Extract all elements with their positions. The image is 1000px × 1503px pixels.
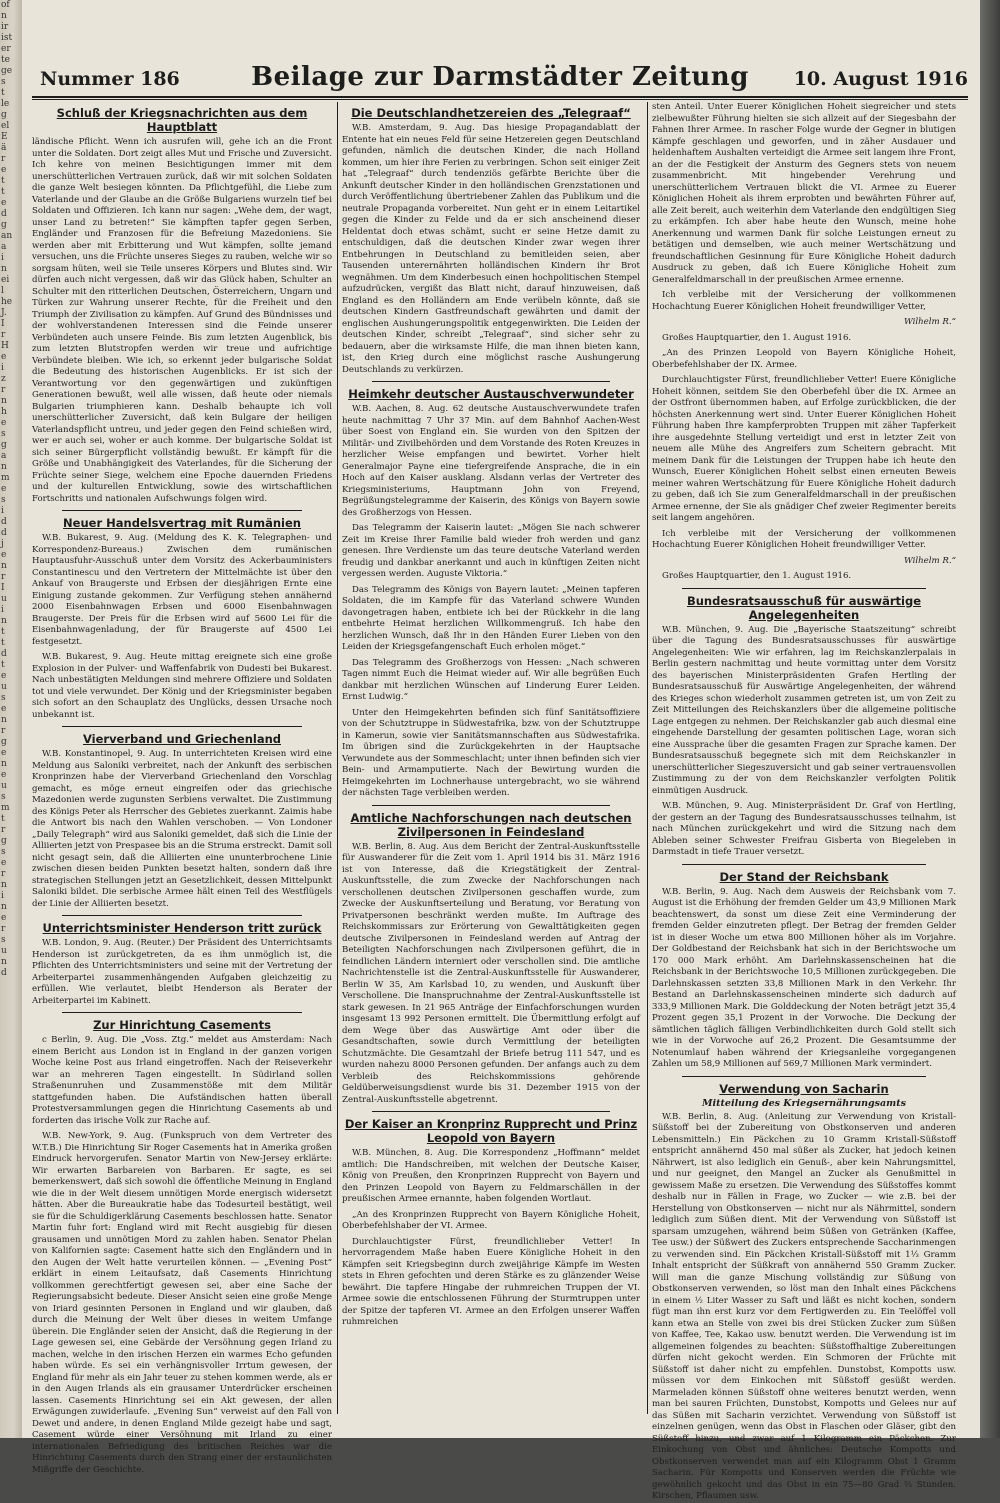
book-edge — [980, 0, 1000, 1438]
adjacent-page-text-fragment: n — [1, 759, 7, 769]
adjacent-page-text-fragment: u — [1, 682, 7, 692]
adjacent-page-text-fragment: n — [1, 880, 7, 890]
article-text: W.B. Amsterdam, 9. Aug. Das hiesige Propagandablatt der Entente hat ein neues Feld für seine Hetzereien gegen Deutschland gefunden, nämlich die deutschen Kinder, die nach Holland kommen, um hier ihre Ferien zu verbringen. Schon seit einiger Zeit hat „Telegraaf“ durch tendenziös gefärbte Berichte über die Ankunft deutscher Kinder in den holländischen Grenzstationen und durch Veröffentlichung übertriebener Zahlen das Publikum und die neutrale Propaganda vorbereitet. Nun geht er in einem Leitartikel gegen die Kinder zu Felde und da er sich anscheinend dieser Heldentat doch etwas schämt, sucht er seine Hetze damit zu entschuldigen, daß die deutschen Kinder zwar wegen ihrer Entbehrungen in Deutschland zu bemitleiden seien, aber Tausenden unterernährten holländischen Kindern ihr Brot wegnähmen. Um dem Kinderbesuch einen hochpolitischen Stempel aufzudrücken, vergißt das Blatt nicht, darauf hinzuweisen, daß England es den Holländern am Ende verübeln könnte, daß sie deutschen Kindern Gastfreundschaft gewährten und damit der englischen Aushungerungspolitik entgegenwirkten. Die Leiden der deutschen Kinder, schreibt „Telegraaf“, sind sicher sehr zu bedauern, aber die wirksamste Hilfe, die man ihnen bieten kann, ist, den Krieg durch eine möglichst rasche Aushungerung Deutschlands zu verkürzen. — [342, 123, 640, 375]
adjacent-page-text-fragment: I — [1, 319, 5, 329]
adjacent-page-text-fragment: ä — [1, 143, 7, 153]
adjacent-page-text-fragment: n — [1, 616, 7, 626]
adjacent-page-text-fragment: e — [1, 858, 7, 868]
adjacent-page-text-fragment: i — [1, 253, 4, 263]
adjacent-page-text-fragment: e — [1, 671, 7, 681]
adjacent-page-text-fragment: d — [1, 517, 7, 527]
adjacent-page-text-fragment: s — [1, 792, 6, 802]
article-divider — [372, 805, 610, 806]
adjacent-page-text-fragment: u — [1, 594, 7, 604]
article-divider — [682, 864, 926, 865]
adjacent-page-text-fragment: s — [1, 847, 6, 857]
adjacent-page-text-fragment: u — [1, 946, 7, 956]
adjacent-page-text-fragment: el — [1, 121, 10, 131]
adjacent-page-text-fragment: t — [1, 814, 5, 824]
column-rule — [647, 102, 648, 1414]
article-text: W.B. München, 9. Aug. Die „Bayerische Staatszeitung“ schreibt über die Tagung des Bundesratsausschusses für auswärtige Angelegenheiten: Wie wir erfahren, lag im Reichskanzlerpalais in Berlin gestern nachmittag und heute vormittag unter dem Vorsitz des bayerischen Ministerpräsidenten Grafen Hertling der Bundesratsausschuß für Auswärtige Angelegenheiten, der während des Krieges schon wiederholt zusammen getreten ist, um von Zeit zu Zeit Mitteilungen des Reichskanzlers über die allgemeine politische Lage entgegen zu nehmen. Der Reichskanzler gab auch diesmal eine eingehende Darstellung der gesamten politischen Lage, woran sich eine Aussprache über die gesamten Fragen zur Sprache kamen. Der Bundesratsausschuß begegnete sich mit dem Reichskanzler in unerschütterlicher Siegeszuversicht und gab seiner vertrauensvollen Zustimmung zu der von dem Reichskanzler verfolgten Politik einmütigen Ausdruck. — [652, 624, 956, 796]
adjacent-page-text-fragment: d — [1, 968, 7, 978]
article-heading: Der Kaiser an Kronprinz Rupprecht und Prinz Leopold von Bayern — [344, 1117, 638, 1145]
adjacent-page-text-fragment: r — [1, 924, 6, 934]
adjacent-page-text-fragment: I — [1, 583, 5, 593]
adjacent-page-text-fragment: s — [1, 429, 6, 439]
adjacent-page-text-fragment: i — [1, 506, 4, 516]
adjacent-page-text-fragment: t — [1, 176, 5, 186]
issue-date: 10. August 1916 — [793, 68, 968, 90]
adjacent-page-text-fragment: r — [1, 572, 6, 582]
article-heading: Der Stand der Reichsbank — [719, 869, 889, 884]
adjacent-page-text-fragment: n — [1, 264, 7, 274]
article-text: Ich verbleibe mit der Versicherung der vollkommenen Hochachtung Euerer Königlichen Hoheit freundwilliger Vetter. — [652, 528, 956, 550]
adjacent-page-text-fragment: e — [1, 748, 7, 758]
article-text: Das Telegramm des Großherzogs von Hessen: „Nach schweren Tagen nimmt Euch die Heimat wieder auf. Wir alle begrüßen Euch dankbar mit herzlichen Wünschen auf Linderung Eurer Leiden. Ernst Ludwig.“ — [342, 657, 640, 702]
article-text: W.B. München, 9. Aug. Ministerpräsident Dr. Graf von Hertling, der gestern an der Tagung des Bundesratsausschusses teilnahm, ist nach München zurückgekehrt und wird die Sitzung nach dem Ableben seiner Schwester Freifrau Gisberta von Biegeleben in Darmstadt in tiefe Trauer versetzt. — [652, 801, 956, 857]
adjacent-page-text-fragment: e — [1, 484, 7, 494]
article-divider — [62, 726, 302, 727]
adjacent-page-text-fragment: r — [1, 869, 6, 879]
adjacent-page-text-fragment: s — [1, 77, 6, 87]
article-text: ländische Pflicht. Wenn ich ausrufen will, gehe ich an die Front unter die Soldaten. Dort zeigt alles Mut und Frische und Zuversicht. Ich kehre von meinen Besichtigungen immer mit dem unerschütterlichen Vertrauen zurück, daß wir mit solchen Soldaten die ganze Welt besiegen könnten. Da Pflichtgefühl, die Liebe zum Vaterlande und der Glaube an die Größe Bulgariens wurzeln tief bei Soldaten und Offizieren. Ich kann nur sagen: „Wehe dem, der wagt, unser Land zu betreten!“ Sie kämpften tapfer gegen Serben, Engländer und Franzosen für die Befreiung Mazedoniens. Sie werden aber mit Erbitterung und Wut kämpfen, sollte jemand versuchen, uns die Früchte unseres Sieges zu rauben, welche wir so sorgsam hüten, weil sie Teile unseres Körpers und Blutes sind. Wir dürfen auch nicht vergessen, daß wir das Glück haben, Schulter an Schulter mit den ritterlichen Deutschen, Österreichern, Ungarn und Türken zur Wahrung unserer Rechte, für die Freiheit und den Triumph der Zivilisation zu kämpfen. Auf Grund des Bündnisses und der wohlverstandenen Interessen sind die Feinde unserer Verbündeten auch unsere Feinde. Bis zum letzten Augenblick, bis zum letzten Blutstropfen werden wir treue und aufrichtige Verbündete bleiben. Wie ich, so erkennt jeder bulgarische Soldat die Bedeutung des historischen Augenblicks. Er ist sich der Verantwortung vor den gegenwärtigen und zukünftigen Generationen bewußt, weil alle wissen, daß heute oder niemals Bulgarien triumphieren kann. Deshalb behaupte ich voll unerschütterlicher Zuversicht, daß kein Bulgare der heiligen Vaterlandspflicht untreu, und jeder gegen den Feind schießen wird, wer er auch sei, woher er auch komme. Der bulgarische Soldat ist sich seiner Bürgerpflicht vollständig bewußt. Er kämpft für die Größe und Unabhängigkeit des Vaterlandes, für die Sicherung der Früchte seiner Siege, welchem eine Epoche dauernden Friedens und der kulturellen Entwicklung, sowie des wirtschaftlichen Fortschritts und nationalen Aufschwungs folgen wird. — [32, 137, 332, 504]
article-text: „An des Prinzen Leopold von Bayern Königliche Hoheit, Oberbefehlshaber der IX. Armee. — [652, 348, 956, 370]
adjacent-page-text-fragment: e — [1, 550, 7, 560]
article-heading: Amtliche Nachforschungen nach deutschen Zivilpersonen in Feindesland — [350, 810, 632, 839]
adjacent-page-text-fragment: an — [1, 231, 13, 241]
article-text: W.B. Konstantinopel, 9. Aug. In unterrichteten Kreisen wird eine Meldung aus Saloniki verbreitet, nach der Ankunft des serbischen Kronprinzen habe der Vierverband Griechenland den Vorschlag gemacht, es möge erneut eingreifen oder das griechische Mazedonien werde zugunsten Serbiens verwaltet. Die Zustimmung des Königs Peter als Herrscher des Gebietes zuerkannt. Zaimis habe die Antwort bis nach den Wahlen verschoben. — Von Londoner „Daily Telegraph“ wird aus Saloniki gemeldet, daß sich die Linie der Alliierten jetzt von Prespasee bis an die Struma erstreckt. Damit soll nicht gesagt sein, daß die Alliierten eine ununterbrochene Linie zwischen diesen beiden Punkten besetzt halten, sondern daß ihre strategischen Stellungen jetzt an Gesetzlichkeit, dessen Mittelpunkt Saloniki bildet. Die serbische Armee hält einen Teil des Westflügels der Linie der Alliierten besetzt. — [32, 749, 332, 909]
adjacent-page-text-fragment: ei — [1, 275, 10, 285]
article-text: W.B. Berlin, 9. Aug. Nach dem Ausweis der Reichsbank vom 7. August ist die Erhöhung der fremden Gelder um 43,9 Millionen Mark beachtenswert, da sonst um diese Zeit eine Verminderung der fremden Gelder einzutreten pflegt. Der Betrag der fremden Gelder ist in dieser Woche um etwa 800 Millionen höher als im Vorjahre. Der Goldbestand der Reichsbank hat sich in der Berichtswoche um 170 000 Mark erhöht. Am Darlehnskassenscheinen hat die Reichsbank in der Berichtswoche 10,5 Millionen zurückgegeben. Die Darlehnskassen setzten 33,8 Millionen Mark in den Verkehr. Ihr Bestand an Darlehnskassenscheinen minderte sich dadurch auf 333,9 Millionen Mark. Die Golddeckung der Noten beträgt jetzt 35,4 Prozent gegen 35,1 Prozent in der Vorwoche. Die Deckung der sämtlichen täglich fälligen Verbindlichkeiten durch Gold stellt sich wie in der Vorwoche auf 26,2 Prozent. Die Gesamtsumme der Notenumlauf haben während der Kriegsanleihe vorgegangenen Zahlen um 58,9 Millionen auf 569,7 Millionen Mark vermindert. — [652, 886, 956, 1069]
adjacent-page-text-fragment: s — [1, 693, 6, 703]
masthead-rule — [32, 96, 968, 98]
adjacent-page-text-fragment: e — [1, 418, 7, 428]
column-3 — [652, 102, 956, 1501]
adjacent-page-text-fragment: s — [1, 935, 6, 945]
article-heading: Schluß der Kriegsnachrichten aus dem Hauptblatt — [56, 106, 308, 134]
adjacent-page-text-fragment: e — [1, 704, 7, 714]
adjacent-page-text-fragment: g — [1, 737, 7, 747]
masthead-rule-thin — [32, 99, 968, 100]
adjacent-page-text-fragment: g — [1, 440, 7, 450]
adjacent-page-text-fragment: n — [1, 957, 7, 967]
article-divider — [682, 1076, 926, 1077]
article-heading: Die Deutschlandhetzereien des „Telegraaf“ — [351, 106, 631, 120]
adjacent-page-text-fragment: d — [1, 528, 7, 538]
adjacent-page-text-fragment: l — [1, 286, 4, 296]
article-heading: Zur Hinrichtung Casements — [93, 1018, 271, 1032]
adjacent-page-text-fragment: s — [1, 495, 6, 505]
article-heading: Heimkehr deutscher Austauschverwundeter — [348, 387, 634, 401]
article-heading: Neuer Handelsvertrag mit Rumänien — [63, 516, 301, 530]
adjacent-page-text-fragment: r — [1, 385, 6, 395]
adjacent-page-text-fragment: t — [1, 627, 5, 637]
article-text: Das Telegramm der Kaiserin lautet: „Mögen Sie nach schwerer Zeit im Kreise Ihrer Familie bald wieder froh werden und ganz genesen. Ihre Verdienste um das teure deutsche Vaterland werden freudig und dankbar anerkannt und auch in künftigen Zeiten nicht vergessen werden. Auguste Viktoria.“ — [342, 523, 640, 579]
adjacent-page-text-fragment: z — [1, 374, 6, 384]
adjacent-page-text-fragment: r — [1, 726, 6, 736]
adjacent-page-text-fragment: i — [1, 363, 4, 373]
adjacent-page-text-fragment: u — [1, 781, 7, 791]
article-divider — [62, 1012, 302, 1013]
issue-number: Nummer 186 — [40, 68, 180, 90]
column-rule — [337, 102, 338, 1414]
adjacent-page-text-fragment: t — [1, 660, 5, 670]
column-2 — [342, 102, 640, 1418]
adjacent-page-text-fragment: n — [1, 462, 7, 472]
article-text: W.B. München, 8. Aug. Die Korrespondenz „Hoffmann“ meldet amtlich: Die Handschreiben, mit welchen der Deutsche Kaiser, König von Preußen, den Kronprinzen Rupprecht von Bayern und den Prinzen Leopold von Bayern zu Feldmarschällen in der preußischen Armee ernannte, haben folgenden Wortlaut. — [342, 1148, 640, 1204]
adjacent-page-text-fragment: J. — [1, 308, 7, 318]
article-text: W.B. Aachen, 8. Aug. 62 deutsche Austauschverwundete trafen heute nachmittag 7 Uhr 37 Min. auf dem Bahnhof Aachen-West über Soest von England ein. Sie wurden von den Spitzen der Militär- und Zivilbehörden und dem Vorstande des Roten Kreuzes in herzlicher Weise empfangen und bewirtet. Vorher hielt Generalmajor Payne eine tiefergreifende Ansprache, die in ein Hoch auf den Kaiser ausklang. Alsdann verlas der Vertreter des Kriegsministeriums, Hauptmann John von Freyend, Begrüßungstelegramme der Kaiserin, des Königs von Bayern sowie des Großherzogs von Hessen. — [342, 404, 640, 518]
dateline: Großes Hauptquartier, den 1. August 1916. — [662, 571, 852, 581]
article-text: Das Telegramm des Königs von Bayern lautet: „Meinen tapferen Soldaten, die im Kampfe für das Vaterland schwere Wunden davongetragen haben, entbiete ich bei der Rückkehr in die lang entbehrte Heimat herzlichen Willkommengruß. Ich habe den herzlichen Wunsch, daß Ihr in den Händen Eurer Lieben von den Leiden der Kriegsgefangenschaft Euch erholen möget.“ — [342, 584, 640, 652]
article-text: sten Anteil. Unter Euerer Königlichen Hoheit siegreicher und stets zielbewußter Führung hielten sie sich allzeit auf der Siegesbahn der Fahnen Ihrer Armee. In rascher Folge wurde der Gegner in blutigen Kämpfe geschlagen und geworfen, und in zäher Ausdauer und heldenhaftem Aushalten verteidigt die Armee seit langem ihre Front, an der die Festigkeit der Ansturm des Gegners stets von neuem zusammenbricht. Mit hingebender Verehrung und unerschütterlichem Vertrauen blickt die VI. Armee zu Euerer Königlichen Hoheit als ihrem erprobten und bewährten Führer auf, alle Zeit bereit, auch weiterhin dem Vaterlande den endgültigen Sieg zu erkämpfen. Ich aber habe heute den Wunsch, meine hohe Anerkennung und warmen Dank für solche Leistungen erneut zu betätigen und demselben, wie auch meiner Wertschätzung und freundschaftlichen Gesinnung für Eure Königliche Hoheit dadurch Ausdruck zu geben, daß ich Euere Königliche Hoheit zum Generalfeldmarschall in der preußischen Armee ernenne. — [652, 102, 956, 285]
masthead — [32, 62, 968, 96]
adjacent-page-text-fragment: a — [1, 451, 7, 461]
adjacent-page-text-fragment: r — [1, 330, 6, 340]
adjacent-page-text-fragment: n — [1, 11, 7, 21]
adjacent-page-text-fragment: m — [1, 803, 10, 813]
signature: Wilhelm R.“ — [903, 317, 956, 327]
article-heading: Vierverband und Griechenland — [82, 732, 282, 746]
newspaper-title: Beilage zur Darmstädter Zeitung — [251, 62, 749, 92]
adjacent-page-text-fragment: e — [1, 198, 7, 208]
article-text: W.B. Berlin, 8. Aug. (Anleitung zur Verwendung von Kristall-Süßstoff bei der Zubereitung von Obstkonserven und anderen Lebensmitteln.) Ein Päckchen zu 10 Gramm Kristall-Süßstoff entspricht annähernd 450 mal süßer als Zucker, hat jedoch keinen Nährwert, ist also lediglich ein Genuß-, aber kein Nahrungsmittel, und nur geeignet, den Mangel an Zucker als Genußmittel in gewissem Maße zu ersetzen. Die Verwendung des Süßstoffes kommt deshalb nur in Fällen in Frage, wo Zucker — wie z.B. bei der Herstellung von Obstkonserven — nicht nur als Nährmittel, sondern lediglich zum Süßen dient. Mit der Verwendung von Süßstoff ist sparsam umzugehen, während beim Süßen von Getränken (Kaffee, Tee usw.) der Süßwert des Zuckers entsprechende Saccharinmengen zu verwenden sind. Ein Päckchen Kristall-Süßstoff mit 1⅓ Gramm Inhalt entspricht der Süßkraft von annähernd 550 Gramm Zucker. Will man die ganze Mischung vollständig zur Süßung von Obstkonserven verwenden, so löst man den Inhalt eines Päckchens in einem ½ Liter Wasser zu Saft und läßt es nicht kochen, sondern fügt man ihn erst kurz vor dem Fertigwerden zu. Ein Teelöffel voll kann etwa an Stelle von zwei bis drei Stücken Zucker zum Süßen von Kaffee, Tee, Kakao usw. benutzt werden. Die Verwendung ist im allgemeinen folgendes zu beachten: Süßstoffhaltige Zubereitungen dürfen nicht gekocht werden. Ein Schmoren der Früchte mit Süßstoff ist daher nicht zu empfehlen. Dunstobst, Kompotts usw. müssen vor dem Einkochen mit Süßstoff gesüßt werden. Marmeladen können Süßstoff ohne weiteres benutzt werden, wenn man bei sauren Früchten, Dunstobst, Kompotts und Gelees nur auf das Süßen mit Sacharin verzichtet. Verwendung von Süßstoff ist einzelnen genügen, wenn das Obst in Flaschen oder Gläser, gibt den Süßstoff hinzu, und zwar auf 1 Kilogramm ein Päckchen. Zur Einkochung von Obst und ähnliches: Deutsche Kompotts und Obstkonserven verwendet man auf ein Kilogramm Obst 1 Gramm Sacharin. Für Kompotts und Konserven werden die Früchte wie gewöhnlich gekocht und das Obst in ein 75—80 Grad ⅔ Stunden. Kirschen, Pflaumen usw. — [652, 1111, 956, 1501]
adjacent-page-text-fragment: g — [1, 110, 7, 120]
adjacent-page-text-fragment: e — [1, 913, 7, 923]
dateline: Großes Hauptquartier, den 1. August 1916. — [662, 332, 852, 343]
article-text: W.B. Bukarest, 9. Aug. Heute mittag ereignete sich eine große Explosion in der Pulver- und Waffenfabrik von Dudesti bei Bukarest. Nach unbestätigten Meldungen sind mehrere Offiziere und Soldaten tot und viele verwundet. Der König und der Kriegsminister begaben sich sofort an den Schauplatz des Unglücks, dessen Ursache noch unbekannt ist. — [32, 652, 332, 720]
adjacent-page-text-fragment: ir — [1, 22, 9, 32]
adjacent-page-text-fragment: r — [1, 154, 6, 164]
article-heading: Bundesratsausschuß für auswärtige Angelegenheiten — [686, 593, 922, 622]
adjacent-page-text-fragment: he — [1, 297, 13, 307]
article-text: W.B. New-York, 9. Aug. (Funkspruch von dem Vertreter des W.T.B.) Die Hinrichtung Sir Roger Casements hat in Amerika großen Eindruck hervorgerufen. Senator Martin von New-Jersey erklärte: Wir erwarten Barbareien von Barbaren. Er sagte, es sei bemerkenswert, daß sich sowohl die öffentliche Meinung in England wie die in der Welt diesem unnötigen Morde energisch widersetzt hätten. Aber die Bureaukratie habe das Todesurteil bestätigt, weil sie für die Schuldigerklärung Casements beschlossen hatte. Senator Martin fuhr fort: England wird mit Recht ausgiebig für diesen grausamen und unnötigen Mord zu zahlen haben. Senator Phelan von Kalifornien sagte: Casement hatte sich den Engländern und in den Augen der Welt hatte verurteilen können. — „Evening Post“ erklärt in einem Leitaufsatz, daß Casements Hinrichtung vollkommen gerechtfertigt gewesen sei, aber eine Sache der Regierungsabsicht bedeute. Dieser Ansicht seien eine große Menge von Iriard gesinnten Personen in England und wir glauben, daß durch die Meinung der Welt über dieses in weitem Umfange überein. Die Engländer seien der Ansicht, daß die Regierung in der Lage gewesen sei, eine Gebärde der Versöhnung gegen Irland zu machen, welche in den irischen Herzen ein warmes Echo gefunden haben würde. Es sei ein verhängnisvoller Irrtum gewesen, der England für mehr als ein Jahr teuer zu stehen kommen werde, als er in den Augen Irlands als ein grausamer Unterdrücker erscheinen lassen. Casements Hinrichtung sei ein Akt gewesen, der allen Erwägungen zuwiderlaufe. „Evening Sun“ verweist auf den Fall von Dewet und andere, in denen England Milde gezeigt habe und sagt, Casement würde einer Versöhnung mit Irland zu einer internationalen Befriedigung des britischen Reiches war die Hinrichtung Casements durch den Strang einer der erstaunlichsten Mißgriffe der Geschichte. — [32, 1131, 332, 1475]
article-text: Ich verbleibe mit der Versicherung der vollkommenen Hochachtung Euerer Königlichen Hoheit freundwilliger Vetter, — [652, 290, 956, 312]
adjacent-page-text-fragment: t — [1, 88, 5, 98]
article-heading: Verwendung von Sacharin — [719, 1081, 889, 1096]
signature: Wilhelm R.“ — [903, 555, 956, 566]
adjacent-page-text-fragment: n — [1, 902, 7, 912]
adjacent-page-text-fragment: ist — [1, 33, 13, 43]
adjacent-page-text-fragment: n — [1, 396, 7, 406]
article-heading: Unterrichtsminister Henderson tritt zurück — [42, 921, 322, 935]
article-subheading: Mitteilung des Kriegsernährungsamts — [702, 1097, 906, 1109]
adjacent-page-text-fragment: h — [1, 407, 7, 417]
adjacent-page-text-fragment: g — [1, 836, 7, 846]
adjacent-page-text-fragment: H — [1, 341, 9, 351]
adjacent-page-text-fragment: t — [1, 187, 5, 197]
adjacent-page-text-fragment: n — [1, 561, 7, 571]
adjacent-page-text-fragment: d — [1, 209, 7, 219]
adjacent-page-text-fragment: ge — [1, 66, 13, 76]
article-text: „An des Kronprinzen Rupprecht von Bayern Königliche Hoheit, Oberbefehlshaber der VI. Armee. — [342, 1209, 640, 1231]
adjacent-page-text-fragment: e — [1, 352, 7, 362]
article-text: W.B. Bukarest, 9. Aug. (Meldung des K. K. Telegraphen- und Korrespondenz-Bureaus.) Zwischen dem rumänischen Hauptausfuhr-Ausschuß unter dem Vorsitz des Ackerbauministers Constantinescu und den Vertretern der Mittelmächte ist über den Ankauf von Braugerste und Erbsen der diesjährigen Ernte eine Einigung zustande gekommen. Zur Verfügung stehen annähernd 2000 Eisenbahnwagen Erbsen und 6000 Eisenbahnwagen Braugerste. Der Preis für die Erbsen wird auf 5600 Lei für die Eisenbahnwagenladung, der für Braugerste auf 4500 Lei festgesetzt. — [32, 533, 332, 647]
adjacent-page-text-fragment: of — [1, 0, 10, 10]
adjacent-page-fragment — [0, 0, 22, 1438]
adjacent-page-text-fragment: t — [1, 638, 5, 648]
adjacent-page-text-fragment: r — [1, 825, 6, 835]
adjacent-page-text-fragment: g — [1, 220, 7, 230]
article-text: Unter den Heimgekehrten befinden sich fünf Sanitätsoffiziere von der Schutztruppe in Südwestafrika, bzw. von der Schutztruppe in Kamerun, sowie vier Sanitätsmannschaften aus Südwestafrika. Im übrigen sind die Zurückgekehrten in der Hauptsache Verwundete aus der Sommeschlacht; unter ihnen befinden sich vier Bein- und Armamputierte. Nach der Bewirtung wurden die Heimgekehrten im Lochnerhause untergebracht, wo sie während der nächsten Tage verbleiben werden. — [342, 707, 640, 798]
adjacent-page-text-fragment: d — [1, 649, 7, 659]
article-text: Durchlauchtigster Fürst, freundlichlieber Vetter! In hervorragendem Maße haben Euere Königliche Hoheit in den Kämpfen seit Kriegsbeginn durch zweijährige Kämpfe im Westen stets in Ehren gefochten und deren Stärke es zu glänzender Weise bewährt. Die tapfere Hingabe der ruhmreichen Truppen der VI. Armee sowie die entschlossenen Führung der Sturmtruppen unter der Spitze der tapferen VI. Armee an den Erfolgen unserer Waffen ruhmreichen — [342, 1236, 640, 1327]
article-divider — [62, 510, 302, 511]
adjacent-page-text-fragment: te — [1, 55, 10, 65]
article-text: Durchlauchtigster Fürst, freundlichlieber Vetter! Euere Königliche Hoheit können, seitdem Sie den Oberbefehl über die IX. Armee an der Ostfront übernommen haben, auf Erfolge zurückblicken, die der höchsten Anerkennung wert sind. Unter Euerer Königlichen Hoheit Führung haben Ihre kampferprobten Truppen mit zäher Tapferkeit ihre ausgedehnte Stellung verteidigt und erst in letzter Zeit von neuem alle Mühe des Angreifers zum Scheitern gebracht. Mit meinem Dank für die Leistungen der Truppen habe ich heute den Wunsch, Euerer Königlichen Hoheit selbst einen erneuten Beweis meiner wahren Wertschätzung für Euere Königliche Hoheit dadurch zu geben, daß ich Sie zum Generalfeldmarschall in der preußischen Armee ernenne, der Sie als gnädiger Chef zweier Regimenter bereits seit langem angehören. — [652, 375, 956, 523]
adjacent-page-text-fragment: j — [1, 539, 4, 549]
column-1 — [32, 102, 332, 1475]
article-text: c Berlin, 9. Aug. Die „Voss. Ztg.“ meldet aus Amsterdam: Nach einem Bericht aus London ist in England in der ganzen vorigen Woche keine Post aus Irland eingetroffen. Nach der Reiseverkehr war an mehreren Tagen eingestellt. In Südirland sollen Straßenunruhen und Zusammenstöße mit dem Militär stattgefunden haben. Die Aufständischen hatten überall Protestversammlungen gegen die Hinrichtung Casements ab und forderten das irische Volk zur Rache auf. — [32, 1035, 332, 1126]
adjacent-page-text-fragment: a — [1, 242, 7, 252]
article-divider — [372, 381, 610, 382]
adjacent-page-text-fragment: E — [1, 132, 8, 142]
article-text: W.B. London, 9. Aug. (Reuter.) Der Präsident des Unterrichtsamts Henderson ist zurückgetreten, da es ihm unmöglich ist, die Pflichten des Unterrichtsministers und seine mit der Vertretung der Arbeiterpartei zusammenhängenden Aufgaben gleichzeitig zu erfüllen. Wie verlautet, bleibt Henderson als Berater der Arbeiterpartei im Kabinett. — [32, 938, 332, 1006]
adjacent-page-text-fragment: er — [1, 44, 11, 54]
adjacent-page-text-fragment: i — [1, 605, 4, 615]
article-divider — [62, 915, 302, 916]
article-text: W.B. Berlin, 8. Aug. Aus dem Bericht der Zentral-Auskunftsstelle für Auswanderer für die Zeit vom 1. April 1914 bis 31. März 1916 ist von Interesse, daß die Kriegstätigkeit der Zentral-Auskunftsstelle, die zum Zwecke der Nachforschungen nach verschollenen deutschen Zivilpersonen geschaffen wurde, zum Zwecke der Auskunftserteilung und Beratung, vor Beratung von Privatpersonen beschränkt werden mußte. Im Auftrage des Reichskommissars zur Erörterung von Gewalttätigkeiten gegen deutsche Zivilpersonen in Feindesland werden auf Antrag der Beteiligten Nachforschungen nach Zivilpersonen geführt, die in feindlichen Ländern interniert oder verschollen sind. Die amtliche Nachrichtenstelle ist die Zentral-Auskunftsstelle für Auswanderer, Berlin W 35, Am Karlsbad 10, zu wenden, und Auskunft über Verschollene. Die Inanspruchnahme der Zentral-Auskunftsstelle ist stark gewesen. In 21 965 Anträge der Einfachforschungen wurden insgesamt 13 992 Personen ermittelt. Die Übermittlung erfolgt auf dem Wege über das Auswärtige Amt oder über die Gesandtschaften, sowie durch Vermittlung der beteiligten Schutzmächte. Die Gesamtzahl der Briefe betrug 111 547, und es wurden nahezu 8000 Personen gefunden. Der anfangs auch zu dem Verbleib des Reichskommissions gehörende Geldüberweisungsdienst wurde bis 31. Dezember 1915 von der Zentral-Auskunftsstelle abgetrennt. — [342, 841, 640, 1105]
newspaper-page — [22, 0, 980, 1501]
adjacent-page-text-fragment: e — [1, 770, 7, 780]
article-divider — [682, 588, 926, 589]
adjacent-page-text-fragment: le — [1, 99, 10, 109]
article-divider — [372, 1111, 610, 1112]
adjacent-page-text-fragment: n — [1, 715, 7, 725]
adjacent-page-text-fragment: i — [1, 891, 4, 901]
adjacent-page-text-fragment: m — [1, 473, 10, 483]
adjacent-page-text-fragment: e — [1, 165, 7, 175]
